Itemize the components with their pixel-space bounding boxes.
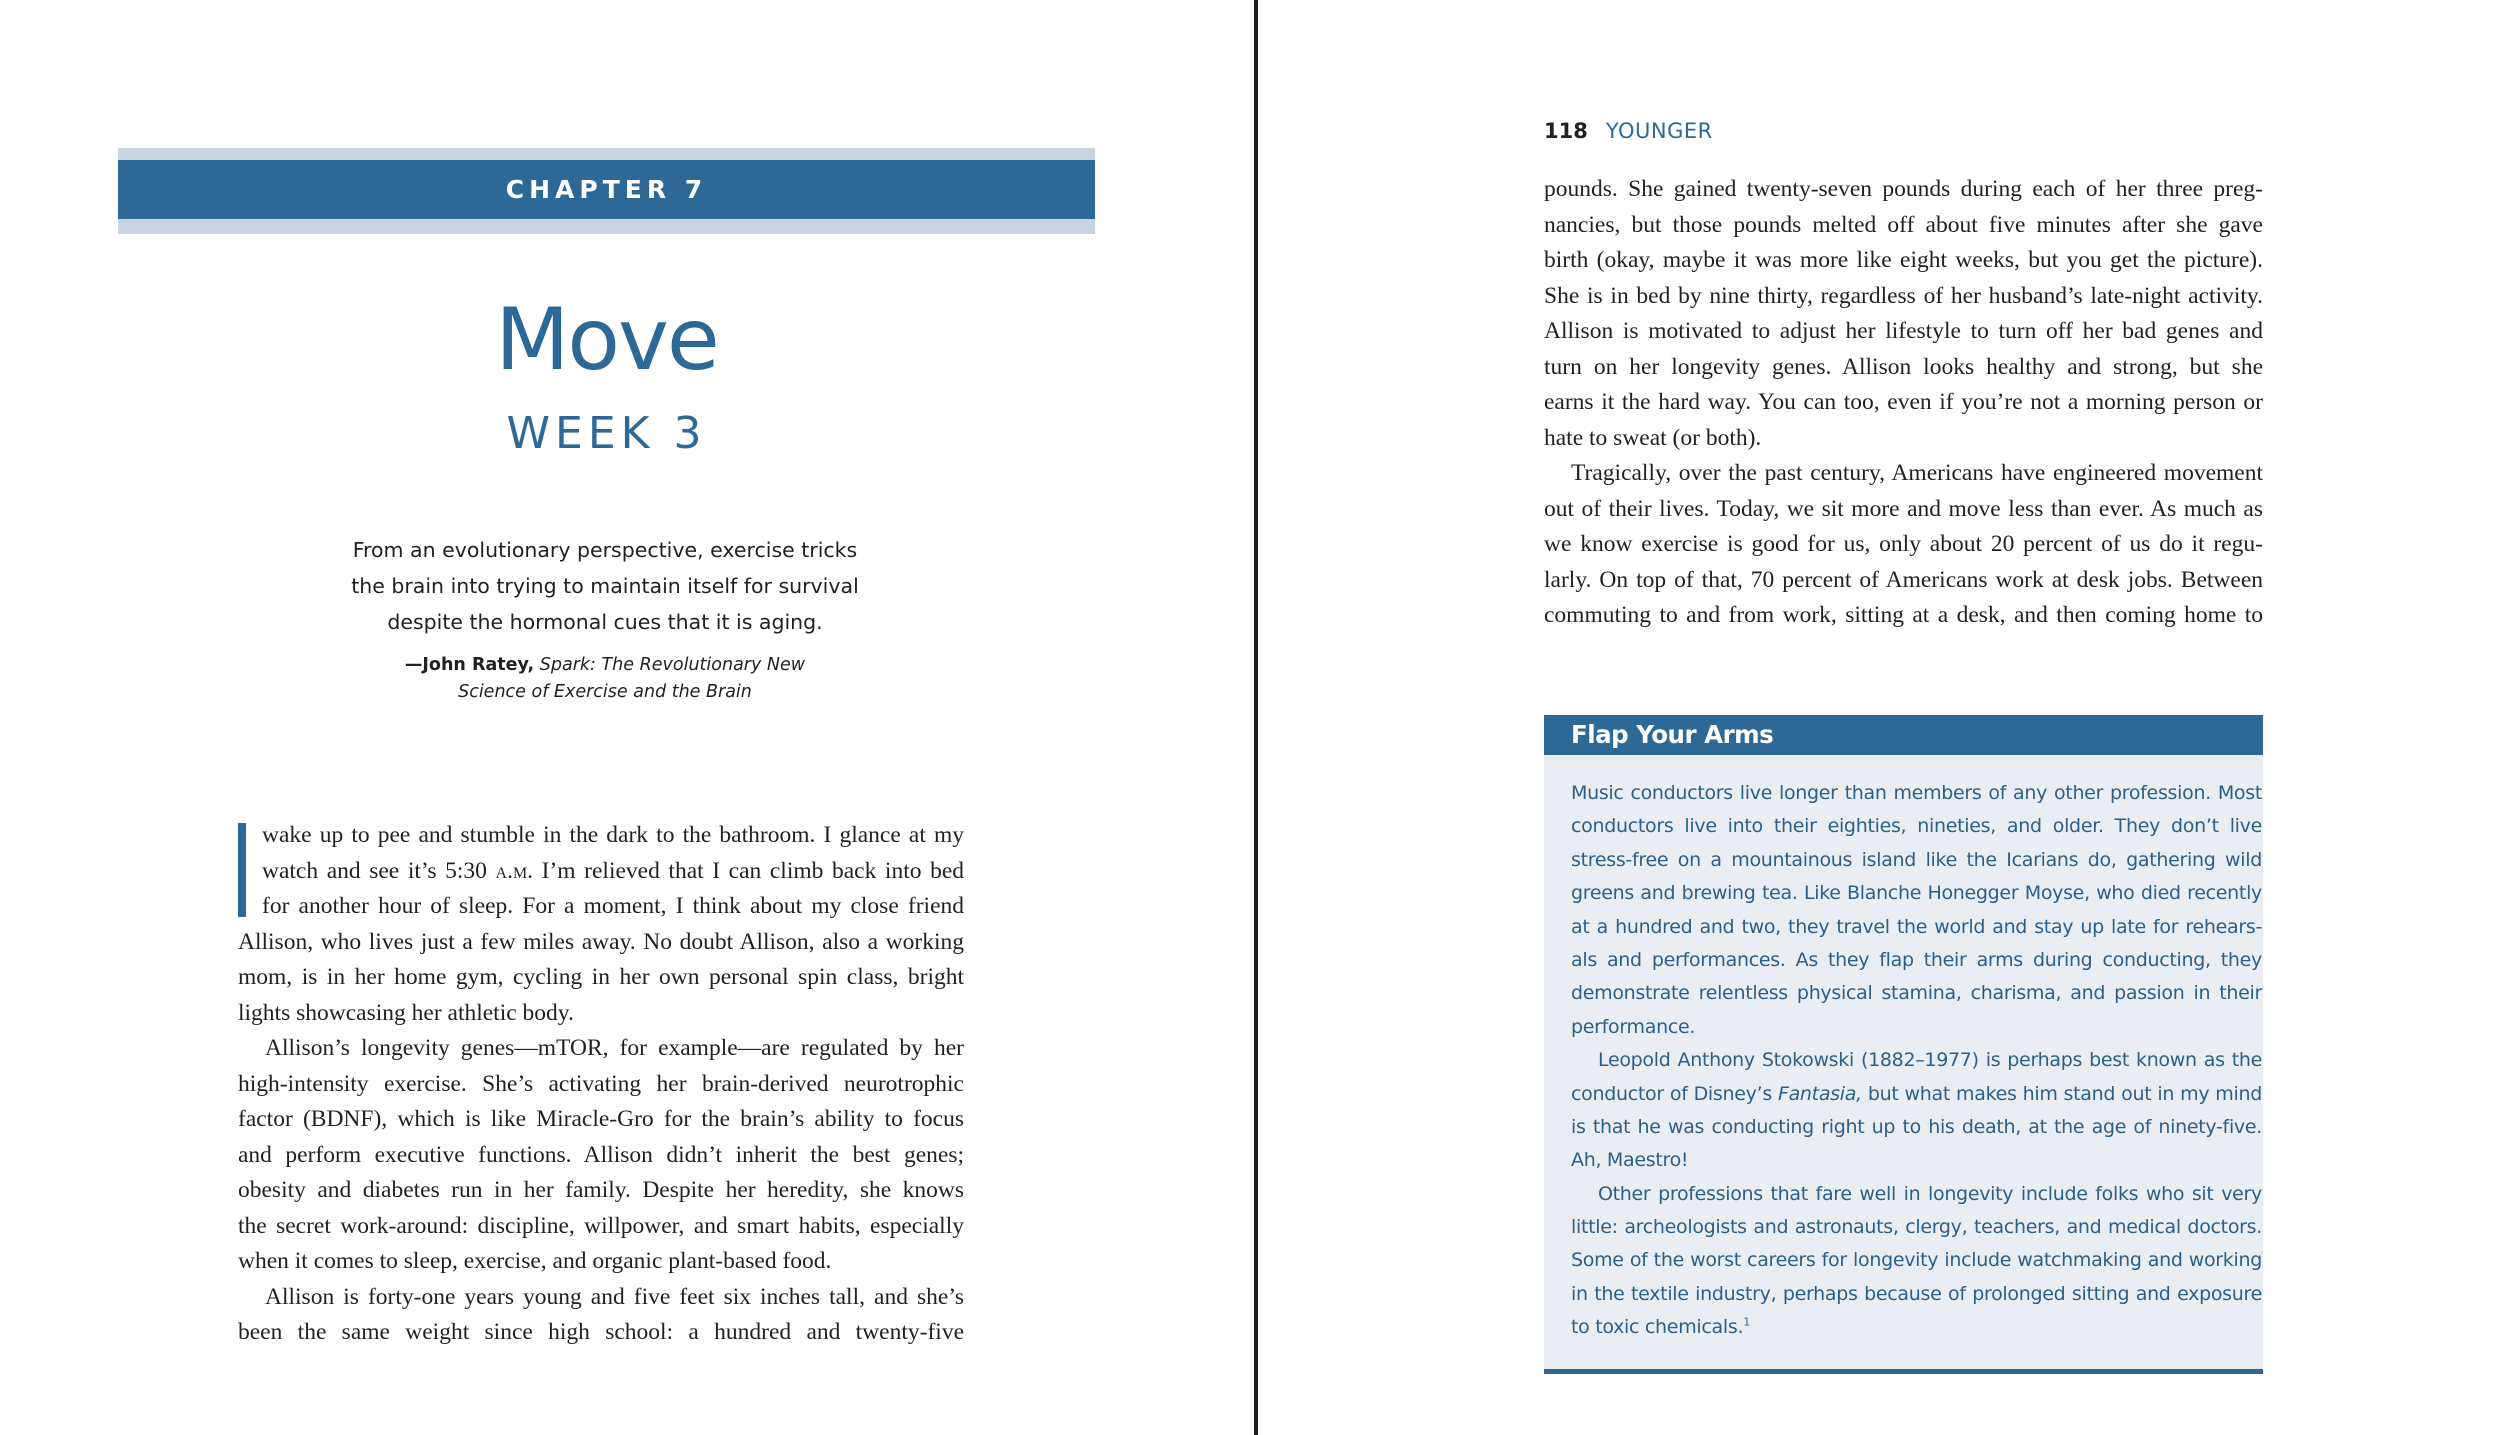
chapter-label: CHAPTER 7 bbox=[118, 160, 1095, 219]
text-line: She is in bed by nine thirty, regardless of her husband’s late-night activity. bbox=[1544, 282, 2263, 309]
text-line: turn on her longevity genes. Allison looks healthy and strong, but she bbox=[1544, 353, 2263, 380]
text-line: Allison is forty-one years young and five feet six inches tall, and she’s bbox=[265, 1283, 964, 1310]
sidebar-line: to toxic chemicals.$^1$ bbox=[1571, 1315, 1750, 1339]
sidebar-line: conductors live into their eighties, nineties, and older. They don’t live bbox=[1571, 815, 2262, 838]
text-line: been the same weight since high school: a hundred and twenty-five bbox=[238, 1319, 964, 1345]
sidebar-title: Flap Your Arms bbox=[1544, 715, 2263, 755]
sidebar-line: Other professions that fare well in longevity include folks who sit very bbox=[1598, 1182, 2262, 1205]
page-gutter bbox=[1254, 0, 1258, 1435]
book-title: YOUNGER bbox=[1605, 119, 1713, 143]
text-line: birth (okay, maybe it was more like eight weeks, but you get the picture). bbox=[1544, 247, 2263, 273]
text-line: Tragically, over the past century, Americans have engineered movement bbox=[1571, 460, 2263, 486]
body-text-right bbox=[1544, 172, 2263, 634]
text-line: out of their lives. Today, we sit more and move less than ever. As much as bbox=[1544, 495, 2263, 522]
sidebar-line: Some of the worst careers for longevity include watchmaking and working bbox=[1571, 1249, 2262, 1272]
text-line: lights showcasing her athletic body. bbox=[238, 999, 574, 1026]
text-line: watch and see it’s 5:30 a.m. I’m relieved that I can climb back into bed bbox=[262, 857, 965, 884]
sidebar-line: demonstrate relentless physical stamina, charisma, and passion in their bbox=[1571, 982, 2262, 1005]
sidebar-line: als and performances. As they flap their arms during conducting, they bbox=[1571, 948, 2262, 971]
epigraph bbox=[300, 532, 910, 640]
text-line: high-intensity exercise. She’s activating her brain-derived neurotrophic bbox=[238, 1070, 964, 1097]
sidebar-line: conductor of Disney’s Fantasia, but what makes him stand out in my mind bbox=[1571, 1082, 2262, 1105]
text-line: when it comes to sleep, exercise, and organic plant-based food. bbox=[238, 1248, 832, 1274]
text-line: we know exercise is good for us, only about 20 percent of us do it regu- bbox=[1544, 531, 2263, 557]
text-line: nancies, but those pounds melted off about five minutes after she gave bbox=[1544, 211, 2263, 238]
text-line: Allison, who lives just a few miles away. No doubt Allison, also a working bbox=[238, 928, 964, 955]
attribution-work: Spark: The Revolutionary New bbox=[539, 655, 806, 675]
text-line: larly. On top of that, 70 percent of Americans work at desk jobs. Between bbox=[1544, 566, 2263, 593]
text-line: Allison’s longevity genes—mTOR, for example—are regulated by her bbox=[265, 1035, 964, 1061]
text-line: wake up to pee and stumble in the dark to the bathroom. I glance at my bbox=[262, 822, 964, 848]
body-text-left bbox=[238, 818, 964, 1351]
epigraph-line: despite the hormonal cues that it is aging. bbox=[387, 610, 823, 634]
text-line: the secret work-around: discipline, willpower, and smart habits, especially bbox=[238, 1212, 964, 1239]
epigraph-line: From an evolutionary perspective, exercise tricks bbox=[352, 538, 858, 562]
sidebar-line: at a hundred and two, they travel the world and stay up late for rehears- bbox=[1571, 915, 2262, 938]
sidebar-line: Music conductors live longer than members of any other profession. Most bbox=[1571, 782, 2262, 804]
attribution-work: Science of Exercise and the Brain bbox=[458, 682, 752, 702]
text-line: and perform executive functions. Allison didn’t inherit the best genes; bbox=[238, 1141, 964, 1168]
text-line: obesity and diabetes run in her family. Despite her heredity, she knows bbox=[238, 1177, 964, 1203]
sidebar-line: Leopold Anthony Stokowski (1882–1977) is perhaps best known as the bbox=[1598, 1049, 2262, 1072]
sidebar-body bbox=[1571, 777, 2262, 1345]
attribution-author: —John Ratey, bbox=[404, 655, 535, 675]
sidebar-line: stress-free on a mountainous island like the Icarians do, gathering wild bbox=[1571, 848, 2262, 871]
sidebar-box bbox=[1544, 715, 2263, 1374]
chapter-title: Move bbox=[495, 290, 718, 390]
sidebar-line: is that he was conducting right up to his death, at the age of ninety-five. bbox=[1571, 1115, 2262, 1138]
text-line: factor (BDNF), which is like Miracle-Gro for the brain’s ability to focus bbox=[238, 1106, 964, 1132]
epigraph-line: the brain into trying to maintain itself for survival bbox=[351, 574, 859, 598]
chapter-banner bbox=[118, 148, 1095, 234]
sidebar-line: Ah, Maestro! bbox=[1571, 1149, 1689, 1172]
epigraph-attribution bbox=[300, 652, 910, 706]
text-line: earns it the hard way. You can too, even if you’re not a morning person or bbox=[1544, 389, 2263, 415]
text-line: mom, is in her home gym, cycling in her own personal spin class, bright bbox=[238, 964, 964, 990]
sidebar-line: performance. bbox=[1571, 1015, 1696, 1038]
sidebar-line: little: archeologists and astronauts, clergy, teachers, and medical doctors. bbox=[1571, 1216, 2262, 1239]
page-number: 118 bbox=[1544, 119, 1588, 143]
text-line: commuting to and from work, sitting at a desk, and then coming home to bbox=[1544, 602, 2263, 628]
running-head bbox=[1544, 116, 1713, 146]
text-line: pounds. She gained twenty-seven pounds during each of her three preg- bbox=[1544, 176, 2263, 202]
text-line: for another hour of sleep. For a moment, I think about my close friend bbox=[262, 893, 964, 919]
footnote-marker: 1 bbox=[1743, 1315, 1750, 1329]
text-line: Allison is motivated to adjust her lifestyle to turn off her bad genes and bbox=[1544, 318, 2263, 344]
chapter-subtitle: WEEK 3 bbox=[506, 408, 707, 459]
sidebar-line: greens and brewing tea. Like Blanche Honegger Moyse, who died recently bbox=[1571, 882, 2262, 905]
sidebar-line: in the textile industry, perhaps because of prolonged sitting and exposure bbox=[1571, 1282, 2262, 1305]
text-line: hate to sweat (or both). bbox=[1544, 424, 1762, 451]
